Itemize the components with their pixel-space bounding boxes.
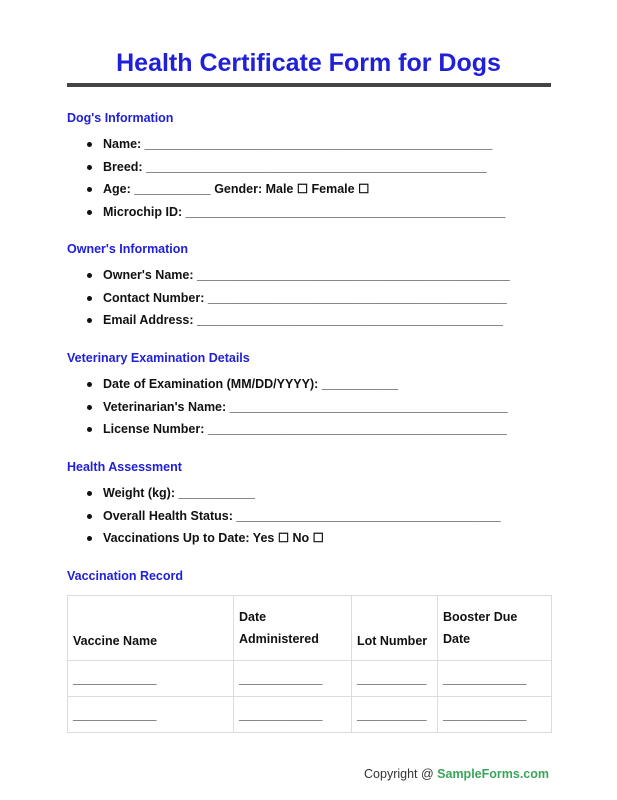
owner-information-list (67, 264, 547, 332)
weight-field[interactable]: Weight (kg): ___________ (67, 482, 547, 505)
dog-microchip-field[interactable]: Microchip ID: ______________________________________________ (67, 201, 547, 224)
section-heading-health-assessment: Health Assessment (67, 460, 182, 474)
table-cell[interactable]: __________ (352, 661, 438, 697)
table-header-row (68, 596, 552, 661)
owner-name-field[interactable]: Owner's Name: _____________________________________________ (67, 264, 547, 287)
table-cell[interactable]: __________ (352, 697, 438, 733)
title-divider (67, 83, 551, 87)
column-header-vaccine-name: Vaccine Name (68, 596, 234, 661)
dog-age-gender-field[interactable]: Age: ___________ Gender: Male ☐ Female ☐ (67, 178, 547, 201)
section-heading-veterinary-examination: Veterinary Examination Details (67, 351, 250, 365)
health-assessment-list (67, 482, 547, 550)
section-heading-vaccination-record: Vaccination Record (67, 569, 184, 583)
table-row (68, 697, 552, 733)
footer-brand-link[interactable]: SampleForms.com (437, 767, 549, 781)
table-cell[interactable]: ____________ (68, 697, 234, 733)
owner-contact-field[interactable]: Contact Number: ___________________________________________ (67, 287, 547, 310)
column-header-date-administered: Date Administered (234, 596, 352, 661)
license-number-field[interactable]: License Number: ___________________________________________ (67, 418, 547, 441)
vaccination-record-table (67, 595, 552, 733)
page-title: Health Certificate Form for Dogs (116, 49, 501, 77)
health-status-field[interactable]: Overall Health Status: ______________________________________ (67, 505, 547, 528)
table-cell[interactable]: ____________ (68, 661, 234, 697)
section-heading-owner-information: Owner's Information (67, 242, 189, 256)
owner-email-field[interactable]: Email Address: ____________________________________________ (67, 309, 547, 332)
table-cell[interactable]: ____________ (234, 697, 352, 733)
table-row (68, 661, 552, 697)
dog-information-list (67, 133, 547, 223)
table-cell[interactable]: ____________ (234, 661, 352, 697)
table-cell[interactable]: ____________ (438, 697, 552, 733)
column-header-booster-due-date: Booster Due Date (438, 596, 552, 661)
exam-date-field[interactable]: Date of Examination (MM/DD/YYYY): ___________ (67, 373, 547, 396)
dog-breed-field[interactable]: Breed: _________________________________________________ (67, 156, 547, 179)
footer-copyright: Copyright @ (364, 767, 438, 781)
vaccinations-up-to-date-field[interactable]: Vaccinations Up to Date: Yes ☐ No ☐ (67, 527, 547, 550)
veterinarian-name-field[interactable]: Veterinarian's Name: ________________________________________ (67, 396, 547, 419)
table-cell[interactable]: ____________ (438, 661, 552, 697)
dog-name-field[interactable]: Name: __________________________________________________ (67, 133, 547, 156)
section-heading-dog-information: Dog's Information (67, 111, 174, 125)
footer (364, 766, 549, 782)
column-header-lot-number: Lot Number (352, 596, 438, 661)
veterinary-examination-list (67, 373, 547, 441)
